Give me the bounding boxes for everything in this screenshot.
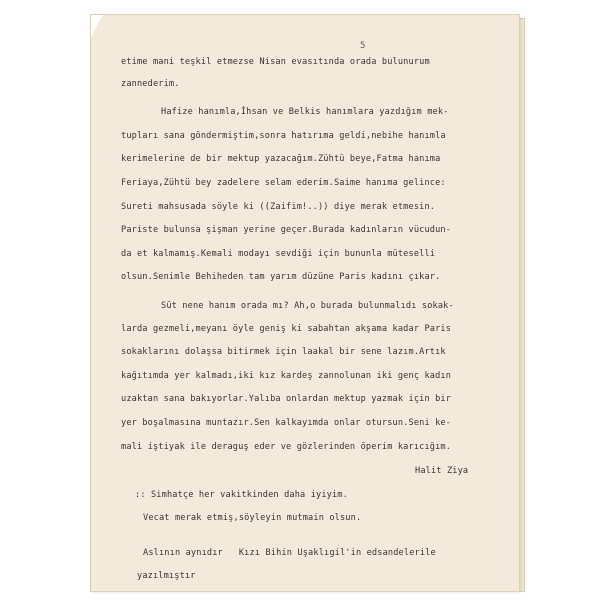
text-line: kağıtımda yer kalmadı,iki kız kardeş zannolunan iki genç kadın <box>121 371 452 381</box>
text-line: uzaktan sana bakıyorlar.Yalıba onlardan mektup yazmak için bir <box>121 394 452 404</box>
text-line: etime mani teşkil etmezse Nisan evasıtında orada bulunurum <box>121 57 430 67</box>
text-line: kerimelerine de bir mektup yazacağım.Zühtü beye,Fatma hanıma <box>121 154 441 164</box>
folded-corner <box>91 15 103 37</box>
text-line: da et kalmamış.Kemali modayı sevdiği için bununla müteselli <box>121 249 436 259</box>
text-line: Feriaya,Zühtü bey zadelere selam ederim.Saime hanıma gelince: <box>121 178 446 188</box>
note-line: yazılmıştır <box>137 571 196 581</box>
text-line: larda gezmeli,meyanı öyle geniş ki sabahtan akşama kadar Paris <box>121 324 452 334</box>
text-line: zannederim. <box>121 79 180 89</box>
text-line: sokaklarını dolaşsa bitirmek için laakal bir sene lazım.Artık <box>121 347 446 357</box>
text-line: Vecat merak etmiş,söyleyin mutmain olsun. <box>143 513 362 523</box>
signature-line: Halit Ziya <box>415 466 469 476</box>
text-line: Pariste bulunsa şişman yerine geçer.Burada kadınların vücudun- <box>121 225 452 235</box>
text-line: Sureti mahsusada söyle ki ((Zaifim!..)) diye merak etmesin. <box>121 202 436 212</box>
text-line: Süt nene hanım orada mı? Ah,o burada bulunmalıdı sokak- <box>161 301 454 311</box>
text-line: :: Simhatçe her vakitkinden daha iyiyim. <box>135 490 348 500</box>
text-line: yer boşalmasına muntazır.Sen kalkayımda onlar otursun.Seni ke- <box>121 418 452 428</box>
text-line: olsun.Senimle Behiheden tam yarım düzüne Paris kadını çıkar. <box>121 272 441 282</box>
letter-page <box>90 14 520 592</box>
page-number: 5 <box>360 41 366 51</box>
note-line: Aslının aynıdır Kızı Bihin Uşaklıgil'in edsandelerile <box>143 548 436 558</box>
text-line: Hafize hanımla,İhsan ve Belkis hanımlara yazdığım mek- <box>161 107 449 117</box>
text-line: tupları sana göndermiştim,sonra hatırıma geldi,nebihe hanımla <box>121 131 446 141</box>
text-line: mali iştiyak ile deraguş eder ve gözlerinden öperim karıcığım. <box>121 442 452 452</box>
